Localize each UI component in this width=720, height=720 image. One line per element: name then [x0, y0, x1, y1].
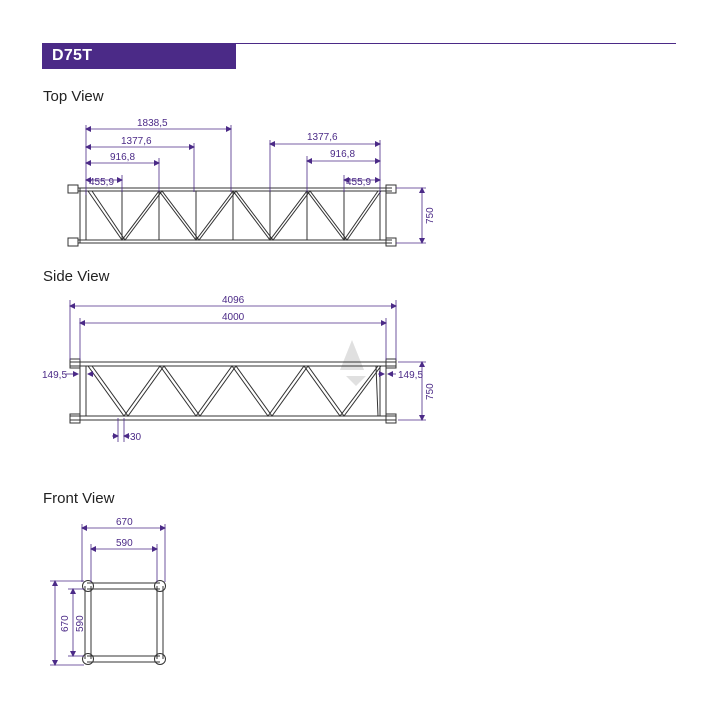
dim-149-5-left: 149,5: [42, 370, 68, 381]
dim-30: 30: [130, 432, 142, 443]
dim-1377-6-left: 1377,6: [121, 136, 152, 147]
model-name: D75T: [52, 47, 93, 64]
side-view-dimensions: [66, 300, 426, 442]
top-view-title: Top View: [43, 88, 104, 105]
side-view-dim-labels: [42, 295, 436, 443]
dim-670-height: 670: [60, 615, 71, 632]
dim-455-9-right: 455,9: [346, 177, 372, 188]
dim-side-height: 750: [425, 383, 436, 400]
dim-916-8-left: 916,8: [110, 152, 136, 163]
dim-4000: 4000: [222, 312, 245, 323]
dim-4096: 4096: [222, 295, 245, 306]
front-view-title: Front View: [43, 490, 115, 507]
dim-1838-5: 1838,5: [137, 118, 168, 129]
front-view-drawing: [83, 581, 166, 665]
side-view-title: Side View: [43, 268, 110, 285]
dim-1377-6-right: 1377,6: [307, 132, 338, 143]
dim-455-9-left: 455,9: [89, 177, 115, 188]
dim-670-width: 670: [116, 517, 133, 528]
top-view-drawing: [68, 185, 396, 246]
front-view-dim-labels: [60, 517, 133, 632]
dim-590-width: 590: [116, 538, 133, 549]
watermark-logo: [340, 340, 366, 386]
dim-916-8-right: 916,8: [330, 149, 356, 160]
front-view-dimensions: [50, 524, 165, 665]
dim-590-height: 590: [75, 615, 86, 632]
dim-top-height: 750: [425, 207, 436, 224]
dim-149-5-right: 149,5: [398, 370, 424, 381]
top-view-dim-labels: [89, 118, 436, 224]
